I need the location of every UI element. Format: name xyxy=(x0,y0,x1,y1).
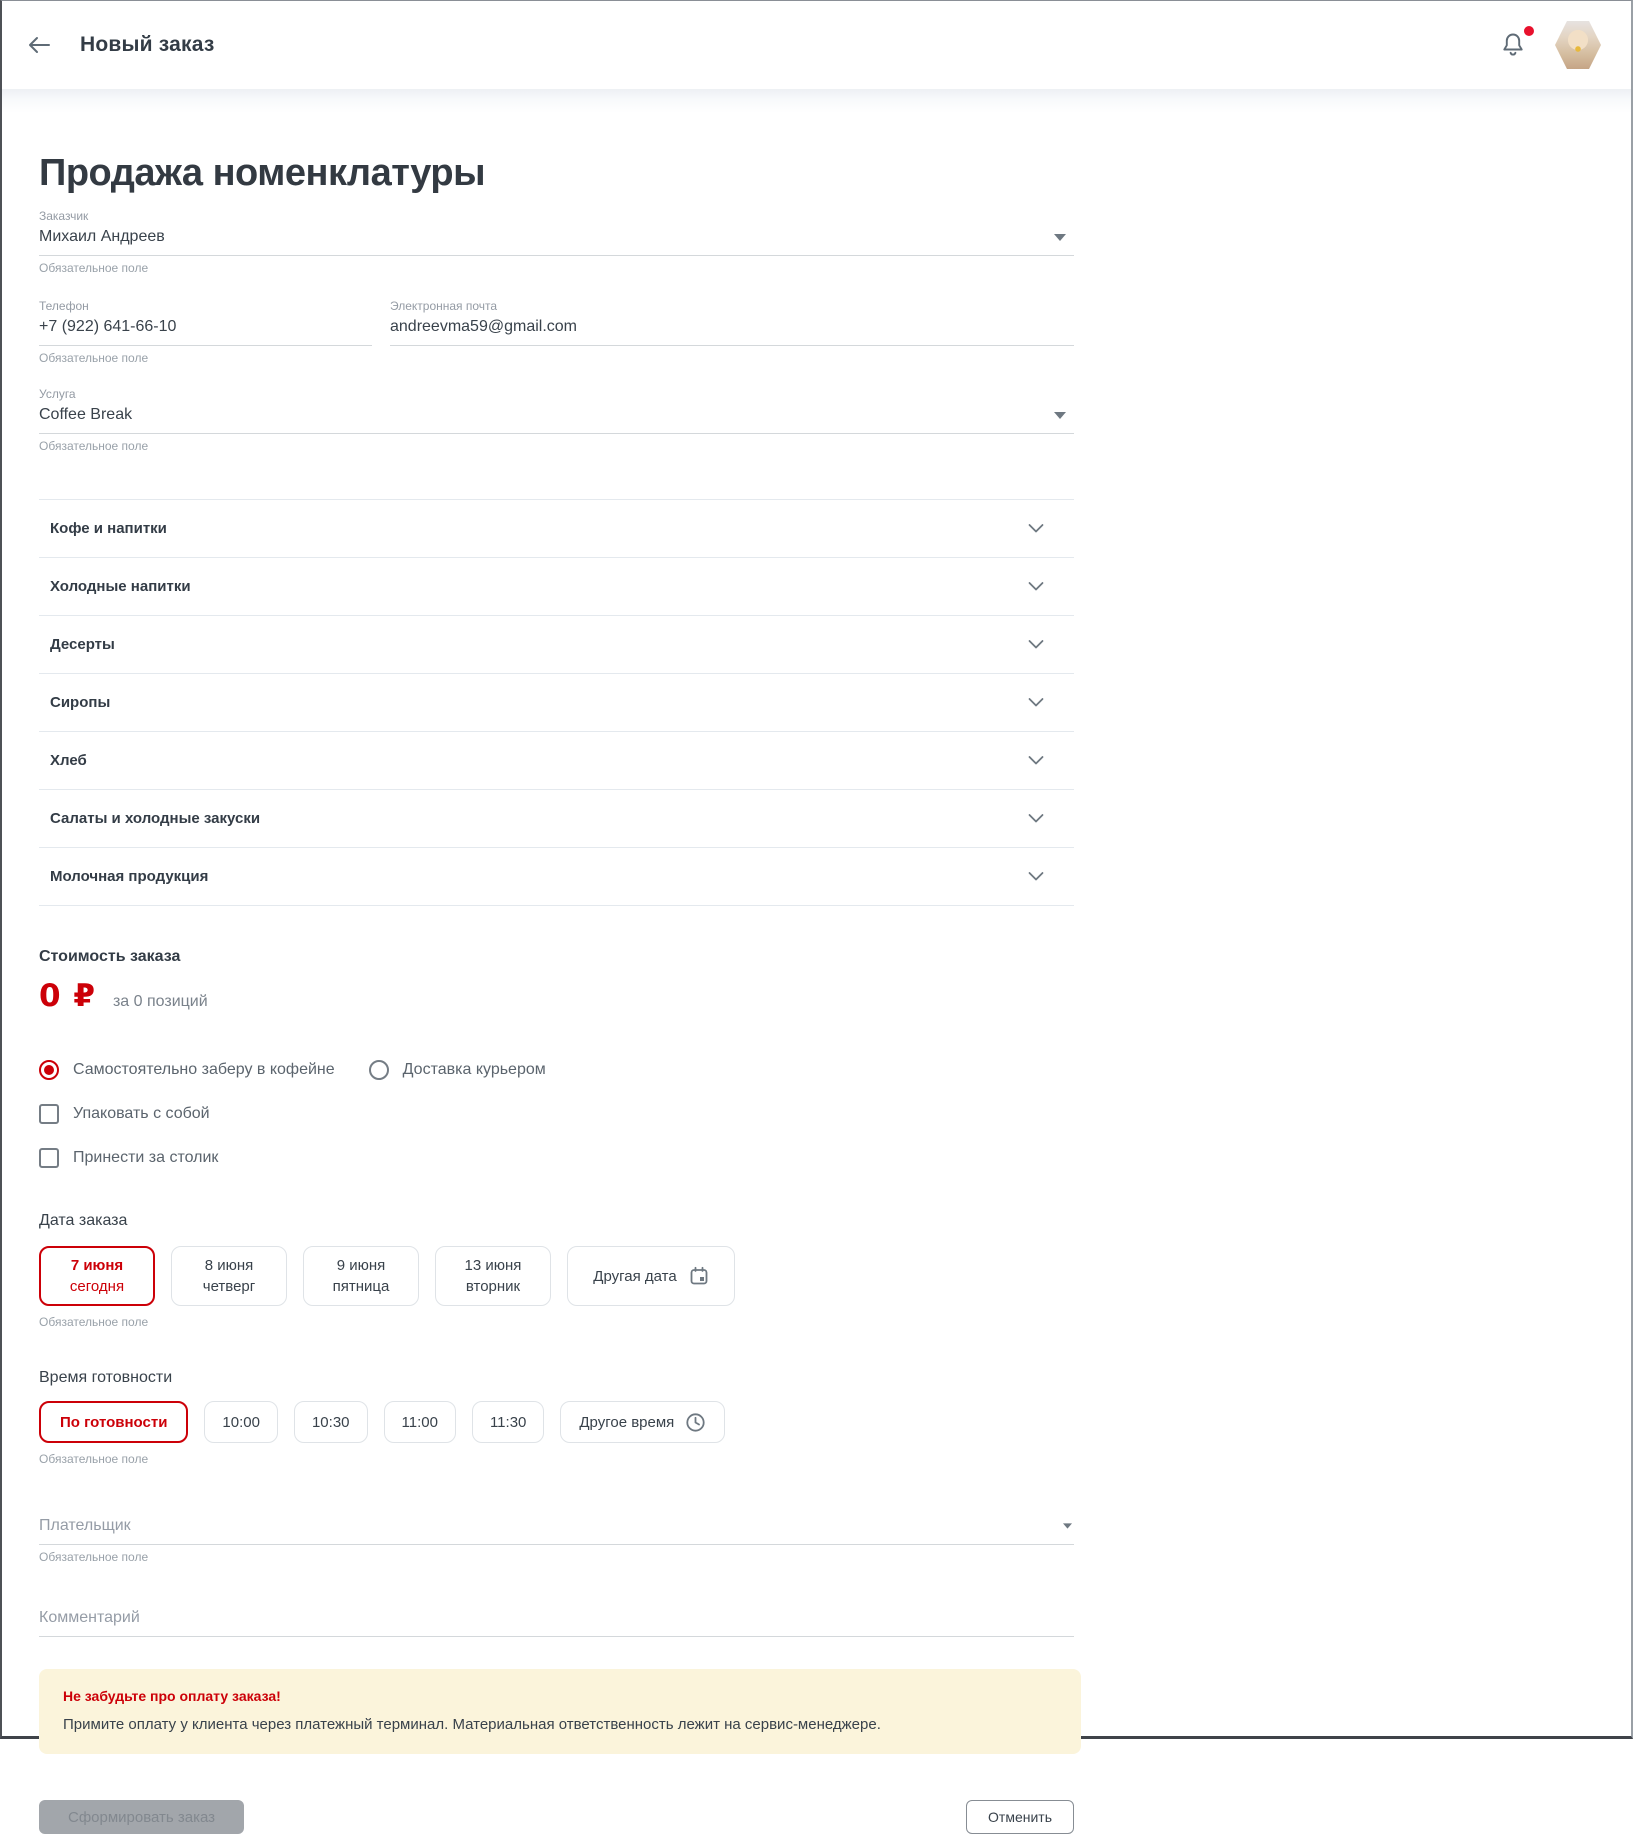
service-required-note: Обязательное поле xyxy=(39,439,149,453)
payer-required-note: Обязательное поле xyxy=(39,1550,149,1564)
payment-warning xyxy=(39,1669,1081,1754)
checkbox-pack-label: Упаковать с собой xyxy=(73,1105,210,1122)
cost-heading: Стоимость заказа xyxy=(39,948,181,965)
date-required-note: Обязательное поле xyxy=(39,1315,149,1329)
contact-row xyxy=(39,299,1074,365)
email-value: andreevma59@gmail.com xyxy=(390,318,577,335)
date-option-3[interactable]: 13 июня вторник xyxy=(435,1246,551,1306)
customer-label: Заказчик xyxy=(39,209,89,223)
caret-down-icon xyxy=(1054,412,1066,419)
comment-placeholder: Комментарий xyxy=(39,1609,140,1626)
cost-amount: 0 ₽ xyxy=(39,978,96,1014)
category-title: Холодные напитки xyxy=(50,578,191,595)
payer-select[interactable] xyxy=(39,1512,1074,1545)
radio-unchecked-icon xyxy=(369,1060,389,1080)
topbar-shadow xyxy=(2,89,1631,113)
chevron-down-icon xyxy=(1028,698,1044,707)
date-label: Дата заказа xyxy=(39,1212,128,1229)
chevron-down-icon xyxy=(1028,524,1044,533)
date-option-2[interactable]: 9 июня пятница xyxy=(303,1246,419,1306)
phone-input[interactable] xyxy=(39,313,372,346)
checkbox-pack[interactable] xyxy=(39,1104,1074,1124)
category-title: Салаты и холодные закуски xyxy=(50,810,261,827)
form-title: Продажа номенклатуры xyxy=(39,152,486,194)
ruble-sign: ₽ xyxy=(73,978,96,1014)
receive-method-group xyxy=(39,1060,1074,1080)
notification-badge xyxy=(1524,26,1534,36)
arrow-left-icon xyxy=(27,36,51,54)
chevron-down-icon xyxy=(1028,582,1044,591)
back-button[interactable] xyxy=(22,28,56,62)
category-title: Десерты xyxy=(50,636,115,653)
customer-value: Михаил Андреев xyxy=(39,228,165,245)
category-title: Кофе и напитки xyxy=(50,520,167,537)
calendar-icon xyxy=(689,1266,709,1286)
email-field-group xyxy=(390,299,1074,365)
category-title: Хлеб xyxy=(50,752,87,769)
chevron-down-icon xyxy=(1028,640,1044,649)
time-option-other[interactable]: Другое время xyxy=(560,1401,725,1443)
phone-field-group xyxy=(39,299,372,365)
date-options xyxy=(39,1246,1074,1306)
service-label: Услуга xyxy=(39,387,76,401)
date-option-1[interactable]: 8 июня четверг xyxy=(171,1246,287,1306)
caret-down-icon xyxy=(1054,234,1066,241)
time-options xyxy=(39,1401,1074,1443)
payer-field-group xyxy=(39,1512,1074,1564)
caret-down-icon xyxy=(1063,1523,1072,1529)
category-accordion xyxy=(39,499,1074,906)
form-actions xyxy=(39,1800,1074,1834)
submit-order-button[interactable]: Сформировать заказ xyxy=(39,1800,244,1834)
time-option-3[interactable]: 11:00 xyxy=(384,1401,456,1443)
service-field-group xyxy=(39,387,1074,453)
order-form xyxy=(39,151,1074,1834)
date-option-other[interactable]: Другая дата xyxy=(567,1246,735,1306)
phone-required-note: Обязательное поле xyxy=(39,351,149,365)
radio-pickup[interactable] xyxy=(39,1060,335,1080)
warning-text: Примите оплату у клиента через платежный терминал. Материальная ответственность лежит на сервис-менеджере. xyxy=(63,1716,881,1733)
customer-field-group xyxy=(39,209,1074,275)
chevron-down-icon xyxy=(1028,872,1044,881)
category-title: Молочная продукция xyxy=(50,868,209,885)
chevron-down-icon xyxy=(1028,814,1044,823)
cost-row xyxy=(39,978,1074,1014)
date-option-0[interactable]: 7 июня сегодня xyxy=(39,1246,155,1306)
bell-icon xyxy=(1499,30,1527,60)
warning-title: Не забудьте про оплату заказа! xyxy=(63,1688,281,1704)
chevron-down-icon xyxy=(1028,756,1044,765)
time-option-1[interactable]: 10:00 xyxy=(204,1401,278,1443)
phone-value: +7 (922) 641-66-10 xyxy=(39,318,177,335)
phone-label: Телефон xyxy=(39,299,89,313)
clock-icon xyxy=(685,1412,706,1433)
checkbox-table[interactable] xyxy=(39,1148,1074,1168)
customer-select[interactable] xyxy=(39,223,1074,256)
email-input[interactable] xyxy=(390,313,1074,346)
category-row-5[interactable] xyxy=(39,790,1074,848)
radio-pickup-label: Самостоятельно заберу в кофейне xyxy=(73,1061,335,1078)
checkbox-icon xyxy=(39,1148,59,1168)
comment-field-group xyxy=(39,1604,1074,1637)
time-label: Время готовности xyxy=(39,1369,173,1386)
radio-courier-label: Доставка курьером xyxy=(402,1061,546,1078)
radio-courier[interactable] xyxy=(369,1060,546,1080)
time-option-4[interactable]: 11:30 xyxy=(472,1401,544,1443)
radio-checked-icon xyxy=(39,1060,59,1080)
category-row-0[interactable] xyxy=(39,500,1074,558)
category-row-1[interactable] xyxy=(39,558,1074,616)
payer-placeholder: Плательщик xyxy=(39,1517,131,1534)
category-row-2[interactable] xyxy=(39,616,1074,674)
top-bar xyxy=(2,1,1631,89)
time-required-note: Обязательное поле xyxy=(39,1452,149,1466)
comment-input[interactable] xyxy=(39,1604,1074,1637)
email-label: Электронная почта xyxy=(390,299,498,313)
user-avatar[interactable] xyxy=(1555,20,1601,70)
service-value: Coffee Break xyxy=(39,406,133,423)
category-row-6[interactable] xyxy=(39,848,1074,906)
category-row-4[interactable] xyxy=(39,732,1074,790)
customer-required-note: Обязательное поле xyxy=(39,261,149,275)
page-header-title: Новый заказ xyxy=(80,33,215,56)
service-select[interactable] xyxy=(39,401,1074,434)
cancel-button[interactable]: Отменить xyxy=(966,1800,1074,1834)
time-option-2[interactable]: 10:30 xyxy=(294,1401,368,1443)
cost-positions: за 0 позиций xyxy=(112,993,208,1010)
notifications-button[interactable] xyxy=(1499,30,1529,60)
category-row-3[interactable] xyxy=(39,674,1074,732)
time-option-0[interactable]: По готовности xyxy=(39,1401,188,1443)
category-title: Сиропы xyxy=(50,694,111,711)
checkbox-table-label: Принести за столик xyxy=(73,1149,219,1166)
checkbox-icon xyxy=(39,1104,59,1124)
